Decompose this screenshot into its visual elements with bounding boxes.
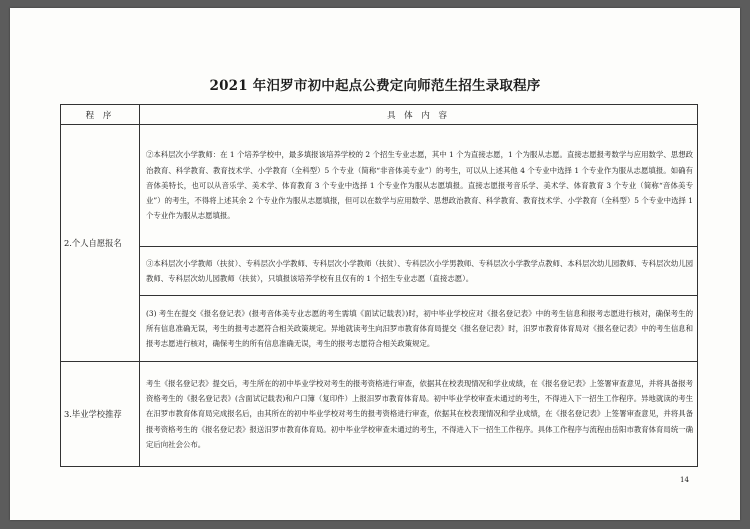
content-cell: ③本科层次小学教师（扶贫）、专科层次小学教师、专科层次小学教师（扶贫）、专科层次小学男教师、专科层次小学教学点教师、本科层次幼儿园教师、专科层次幼儿园教师、专科层次幼儿园教师（扶贫），只填报该培养学校有且仅有的 1 个招生专业志愿（直接志愿）。: [140, 247, 698, 296]
header-procedure: 程 序: [61, 105, 140, 125]
document-page: [10, 8, 740, 520]
table-header-row: [61, 105, 698, 125]
header-content: 具 体 内 容: [140, 105, 698, 125]
table-row: [61, 125, 698, 247]
stage-label-personal-application: 2.个人自愿报名: [61, 125, 140, 362]
content-cell: 考生《报名登记表》提交后，考生所在的初中毕业学校对考生的报考资格进行审查，依据其在校表现情况和学业成绩，在《报名登记表》上签署审查意见，并将具备报考资格考生的《报名登记表》(含面试记载表)和户口簿（复印件）上报汨罗市教育体育局。初中毕业学校审查未通过的考生，不得进入下一招生工作程序。异地就读的考生在汨罗市教育体育局完成报名后，由其所在的初中毕业学校对考生的报考资格进行审查，依据其在校表现情况和学业成绩，在《报名登记表》上签署审查意见，并将具备报考资格考生的《报名登记表》报送汨罗市教育体育局。初中毕业学校审查未通过的考生，不得进入下一招生工作程序。具体工作程序与流程由岳阳市教育体育局统一确定后向社会公布。: [140, 362, 698, 467]
procedure-table: [60, 104, 698, 467]
content-cell: ②本科层次小学教师：在 1 个培养学校中，最多填报该培养学校的 2 个招生专业志愿，其中 1 个为直接志愿，1 个为服从志愿。直接志愿报考数学与应用数学、思想政治教育、科学教育、教育技术学、小学教育（全科型）5 个专业（简称“非音体美专业”）的考生，可以从上述其他 4 个专业中选择 1 个专业作为服从志愿填报。如确有音体美特长，也可以从音乐学、美术学、体育教育 3 个专业中选择 1 个专业作为服从志愿填报。直接志愿报考音乐学、美术学、体育教育 3 个专业（简称“音体美专业”）的考生，不得将上述其余 2 个专业作为服从志愿填报，但可以在数学与应用数学、思想政治教育、科学教育、教育技术学、小学教育（全科型）5 个专业中选择 1 个专业作为服从志愿填报。: [140, 125, 698, 247]
table-row: [61, 296, 698, 362]
table-row: [61, 362, 698, 467]
table-row: [61, 247, 698, 296]
stage-label-school-recommendation: 3.毕业学校推荐: [61, 362, 140, 467]
document-title: 2021 年汨罗市初中起点公费定向师范生招生录取程序: [209, 78, 541, 94]
content-cell: (3) 考生在提交《报名登记表》(报考音体美专业志愿的考生需填《面试记载表》)时，初中毕业学校应对《报名登记表》中的考生信息和报考志愿进行核对，确保考生的所有信息准确无误，考生的报考志愿符合相关政策规定。异地就读考生向汨罗市教育体育局提交《报名登记表》时，汨罗市教育体育局对《报名登记表》中的考生信息和报考志愿进行核对，确保考生的所有信息准确无误，考生的报考志愿符合相关政策规定。: [140, 296, 698, 362]
page-number: 14: [680, 476, 689, 484]
